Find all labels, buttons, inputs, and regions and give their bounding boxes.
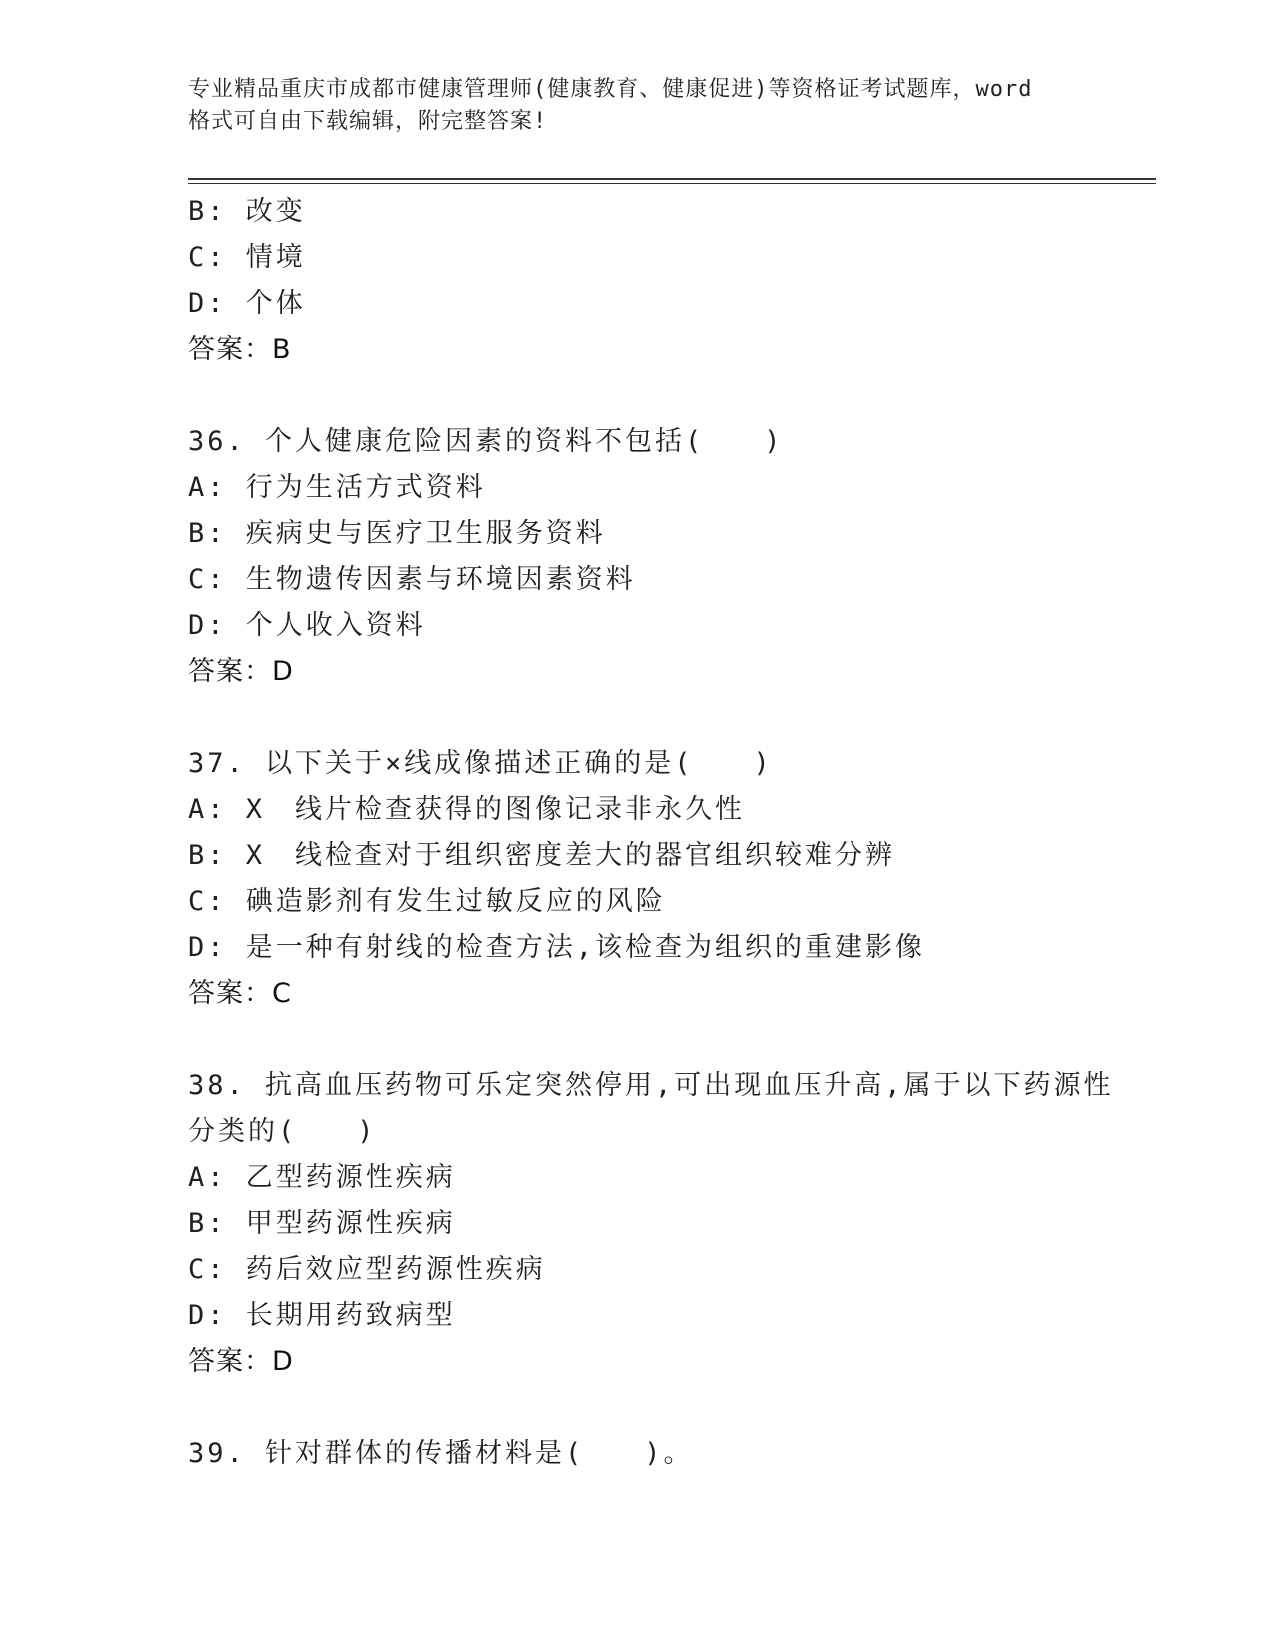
question-block-38 xyxy=(188,1063,1114,1385)
option-a: A: X 线片检查获得的图像记录非永久性 xyxy=(188,794,746,825)
document-header xyxy=(188,74,1088,138)
header-line-2: 格式可自由下载编辑，附完整答案! xyxy=(188,109,548,134)
option-b: B: 改变 xyxy=(188,196,306,227)
option-d: D: 个人收入资料 xyxy=(188,610,426,641)
option-d: D: 个体 xyxy=(188,288,306,319)
answer-line: 答案：D xyxy=(188,1346,294,1377)
answer-line: 答案：C xyxy=(188,978,292,1009)
question-block-36 xyxy=(188,419,1088,695)
header-line-1: 专业精品重庆市成都市健康管理师(健康教育、健康促进)等资格证考试题库，word xyxy=(188,77,1033,102)
question-stem: 36. 个人健康危险因素的资料不包括( ) xyxy=(188,426,784,457)
question-stem: 39. 针对群体的传播材料是( )。 xyxy=(188,1438,694,1469)
question-stem-line-1: 38. 抗高血压药物可乐定突然停用,可出现血压升高,属于以下药源性 xyxy=(188,1070,1114,1101)
question-block-39 xyxy=(188,1431,1088,1477)
option-b: B: X 线检查对于组织密度差大的器官组织较难分辨 xyxy=(188,840,896,871)
option-a: A: 乙型药源性疾病 xyxy=(188,1162,456,1193)
option-b: B: 甲型药源性疾病 xyxy=(188,1208,456,1239)
header-rule-thick xyxy=(188,178,1156,180)
option-d: D: 是一种有射线的检查方法,该检查为组织的重建影像 xyxy=(188,932,926,963)
answer-line: 答案：B xyxy=(188,334,292,365)
question-stem: 37. 以下关于×线成像描述正确的是( ) xyxy=(188,748,773,779)
option-c: C: 药后效应型药源性疾病 xyxy=(188,1254,546,1285)
option-c: C: 情境 xyxy=(188,242,306,273)
header-rule-thin xyxy=(188,183,1156,184)
option-b: B: 疾病史与医疗卫生服务资料 xyxy=(188,518,606,549)
answer-line: 答案：D xyxy=(188,656,294,687)
question-list xyxy=(188,189,1114,1477)
option-c: C: 碘造影剂有发生过敏反应的风险 xyxy=(188,886,666,917)
option-a: A: 行为生活方式资料 xyxy=(188,472,486,503)
question-stem-line-2: 分类的( ) xyxy=(188,1116,377,1147)
question-block-37 xyxy=(188,741,1088,1017)
question-block-35 xyxy=(188,189,1088,373)
option-d: D: 长期用药致病型 xyxy=(188,1300,456,1331)
option-c: C: 生物遗传因素与环境因素资料 xyxy=(188,564,636,595)
